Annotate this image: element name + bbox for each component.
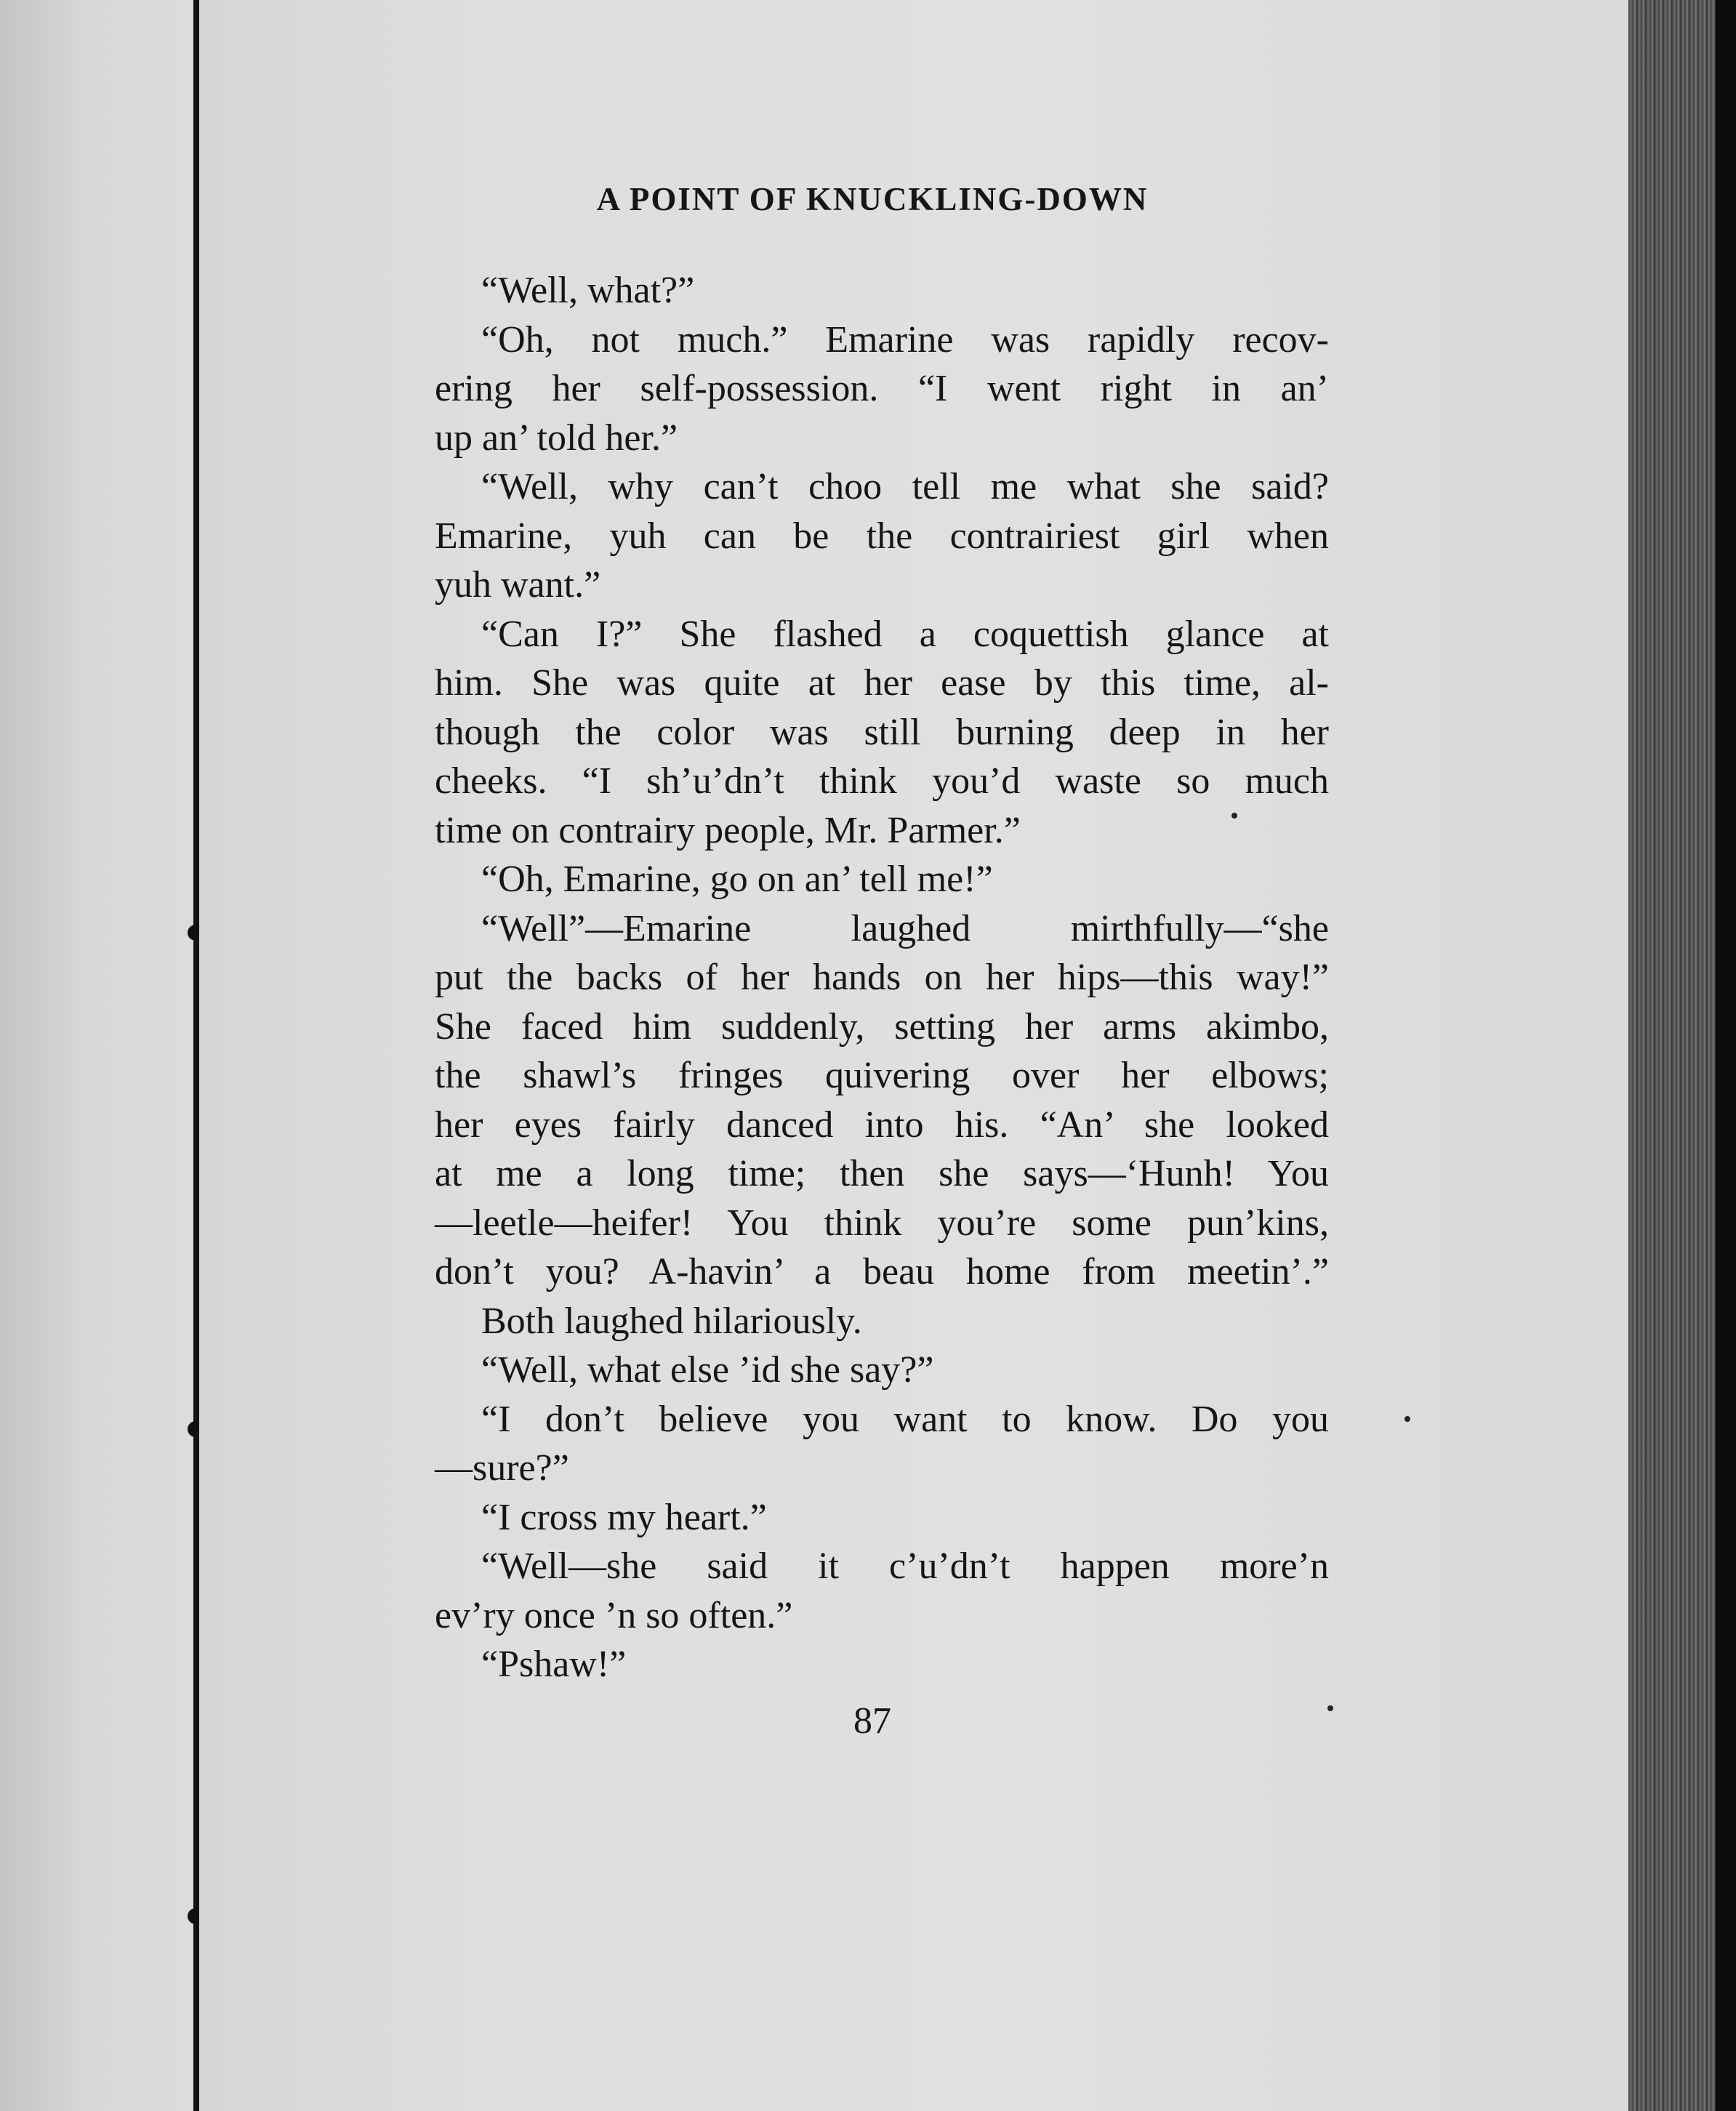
- text-line: at me a long time; then she says—‘Hunh! You: [435, 1153, 1329, 1194]
- book-fore-edge: [1628, 0, 1716, 2111]
- text-line: Both laughed hilariously.: [481, 1300, 862, 1342]
- scan-speck: [1327, 1705, 1333, 1711]
- text-line: “Well”—Emarine laughed mirthfully—“she: [481, 907, 1329, 949]
- text-line: him. She was quite at her ease by this time, al-: [435, 662, 1329, 704]
- text-line: though the color was still burning deep in her: [435, 711, 1329, 753]
- text-line: don’t you? A-havin’ a beau home from meetin’.”: [435, 1251, 1329, 1292]
- scan-border: [1716, 0, 1736, 2111]
- text-line: put the backs of her hands on her hips—this way!”: [435, 957, 1329, 998]
- text-line: “I don’t believe you want to know. Do you: [481, 1398, 1329, 1440]
- text-line: “Pshaw!”: [481, 1644, 627, 1685]
- running-head: A POINT OF KNUCKLING-DOWN: [596, 181, 1149, 217]
- text-line: “I cross my heart.”: [481, 1496, 767, 1538]
- text-line: “Well—she said it c’u’dn’t happen more’n: [481, 1545, 1329, 1587]
- text-line: yuh want.”: [435, 564, 601, 606]
- text-line: “Can I?” She flashed a coquettish glance at: [481, 613, 1329, 655]
- text-line: time on contrairy people, Mr. Parmer.”: [435, 809, 1021, 851]
- facing-page-edge: [0, 0, 195, 2111]
- text-line: “Oh, Emarine, go on an’ tell me!”: [481, 859, 993, 900]
- scan-speck: [1231, 813, 1237, 819]
- text-line: “Well, what?”: [481, 270, 695, 311]
- body-text: [435, 266, 1329, 1689]
- text-line: up an’ told her.”: [435, 417, 678, 459]
- text-line: ev’ry once ’n so often.”: [435, 1594, 793, 1636]
- scan-speck: [1405, 1416, 1410, 1422]
- text-line: ering her self-possession. “I went right in an’: [435, 368, 1329, 409]
- text-line: the shawl’s fringes quivering over her elbows;: [435, 1055, 1329, 1096]
- text-line: “Well, what else ’id she say?”: [481, 1349, 934, 1391]
- text-line: “Oh, not much.” Emarine was rapidly recov-: [481, 318, 1329, 361]
- text-line: —leetle—heifer! You think you’re some pun’kins,: [435, 1202, 1329, 1244]
- text-line: —sure?”: [435, 1447, 569, 1489]
- page-number: 87: [853, 1700, 891, 1742]
- book-gutter: [193, 0, 199, 2111]
- text-line: cheeks. “I sh’u’dn’t think you’d waste so much: [435, 760, 1329, 802]
- text-line: She faced him suddenly, setting her arms akimbo,: [435, 1005, 1329, 1048]
- text-line: her eyes fairly danced into his. “An’ she looked: [435, 1103, 1329, 1146]
- text-line: “Well, why can’t choo tell me what she said?: [481, 466, 1329, 507]
- text-line: Emarine, yuh can be the contrairiest girl when: [435, 515, 1329, 557]
